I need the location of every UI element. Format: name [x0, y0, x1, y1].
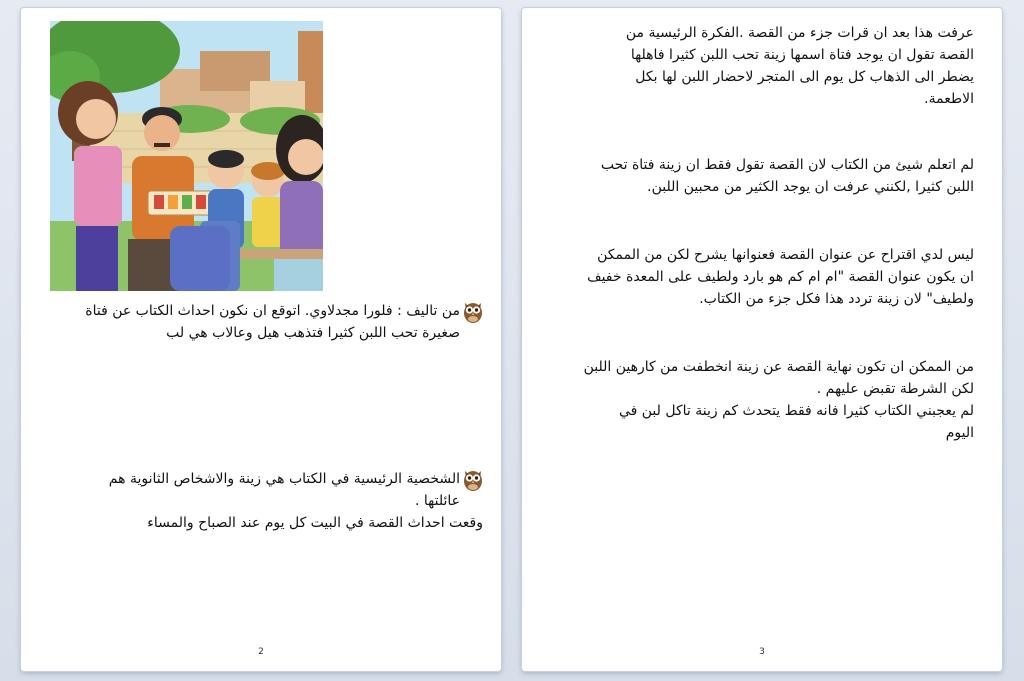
text-line: اليوم [945, 425, 974, 441]
family-with-milk-illustration [50, 21, 323, 291]
text-line: لم اتعلم شيئ من الكتاب لان القصة تقول فقط ان زينة فتاة تحب [600, 157, 974, 173]
page-number: 3 [759, 647, 765, 657]
text-line: عائلتها . [415, 493, 460, 509]
text-line: عرفت هذا بعد ان قرات جزء من القصة .الفكرة الرئيسية من [625, 25, 974, 41]
text-line: القصة تقول ان يوجد فتاة اسمها زينة تحب اللبن كثيرا فاهلها [630, 47, 974, 63]
text-line: ان يكون عنوان القصة "ام ام كم هو بارد ولطيف على المعدة خفيف [587, 269, 974, 285]
right-paragraph-ending [552, 356, 974, 444]
text-line: لكن الشرطة تقبض عليهم . [816, 381, 974, 397]
left-paragraph-characters [45, 468, 483, 534]
text-line: الشخصية الرئيسية في الكتاب هي زينة والاشخاص الثانوية هم [108, 471, 460, 487]
text-line: اللبن كثيرا ,لكنني عرفت ان يوجد الكثير من محبين اللبن. [647, 179, 974, 195]
text-line: ليس لدي اقتراح عن عنوان القصة فعنوانها يشرح لكن من الممكن [597, 247, 974, 263]
text-line: لم يعجبني الكتاب كثيرا فانه فقط يتحدث كم زينة تاكل لبن في [618, 403, 974, 419]
right-paragraph-title-suggestion [552, 244, 974, 310]
right-page [522, 8, 1002, 671]
left-paragraph-author [45, 300, 483, 344]
left-page [21, 8, 501, 671]
text-line: من تاليف : فلورا مجدلاوي. اتوقع ان نكون احداث الكتاب عن فتاة [85, 303, 460, 319]
owl-icon [463, 299, 483, 323]
text-line: من الممكن ان تكون نهاية القصة عن زينة انخطفت من كارهين اللبن [583, 359, 974, 375]
text-line: الاطعمة. [924, 91, 974, 107]
text-line: وقعت احداث القصة في البيت كل يوم عند الصباح والمساء [147, 515, 483, 531]
page-number: 2 [258, 647, 264, 657]
right-paragraph-learning [552, 154, 974, 198]
text-line: صغيرة تحب اللبن كثيرا فتذهب هيل وعالاب هي لب [166, 325, 460, 341]
right-paragraph-main-idea [552, 22, 974, 110]
owl-icon [463, 467, 483, 491]
text-line: ولطيف" لان زينة تردد هذا فكل جزء من الكتاب. [699, 291, 974, 307]
text-line: يضطر الى الذهاب كل يوم الى المتجر لاحضار اللبن لها بكل [635, 69, 974, 85]
